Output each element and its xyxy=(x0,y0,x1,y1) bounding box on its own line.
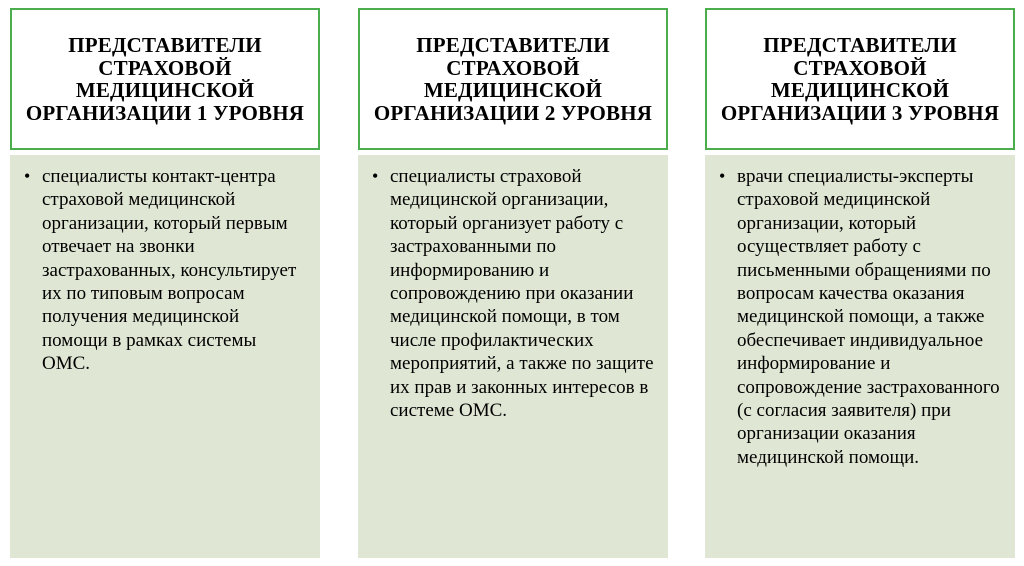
bullet-dot-icon: • xyxy=(719,166,726,186)
header-box-level-3 xyxy=(705,8,1015,150)
list-item xyxy=(715,165,1001,469)
description-text-level-2: специалисты страховой медицинской организации, который организует работу с застрахованными по информированию и сопровождению при оказании медицинской помощи, в том числе профилактических мероприятий, а также по защите их прав и законных интересов в системе ОМС. xyxy=(390,166,654,422)
column-level-1 xyxy=(10,8,320,558)
column-level-2 xyxy=(358,8,668,558)
bullet-list-level-1 xyxy=(20,165,306,376)
list-item xyxy=(20,165,306,376)
header-title-level-3: ПРЕДСТАВИТЕЛИ СТРАХОВОЙ МЕДИЦИНСКОЙ ОРГАНИЗАЦИИ 3 УРОВНЯ xyxy=(720,33,1000,125)
bullet-dot-icon: • xyxy=(372,166,379,186)
body-box-level-1 xyxy=(10,155,320,558)
header-box-level-2 xyxy=(358,8,668,150)
body-box-level-2 xyxy=(358,155,668,558)
body-box-level-3 xyxy=(705,155,1015,558)
bullet-dot-icon: • xyxy=(24,166,31,186)
header-title-level-1: ПРЕДСТАВИТЕЛИ СТРАХОВОЙ МЕДИЦИНСКОЙ ОРГАНИЗАЦИИ 1 УРОВНЯ xyxy=(25,33,305,125)
description-text-level-3: врачи специалисты-эксперты страховой медицинской организации, который осуществляет работу с письменными обращениями по вопросам качества оказания медицинской помощи, а также обеспечивает индивидуальное информирование и сопровождение застрахованного (с согласия заявителя) при организации оказания медицинской помощи. xyxy=(737,166,1000,468)
column-level-3 xyxy=(705,8,1015,558)
bullet-list-level-3 xyxy=(715,165,1001,469)
list-item xyxy=(368,165,654,422)
header-title-level-2: ПРЕДСТАВИТЕЛИ СТРАХОВОЙ МЕДИЦИНСКОЙ ОРГАНИЗАЦИИ 2 УРОВНЯ xyxy=(373,33,653,125)
bullet-list-level-2 xyxy=(368,165,654,422)
header-box-level-1 xyxy=(10,8,320,150)
description-text-level-1: специалисты контакт-центра страховой медицинской организации, который первым отвечает на звонки застрахованных, консультирует их по типовым вопросам получения медицинской помощи в рамках системы ОМС. xyxy=(42,166,297,375)
